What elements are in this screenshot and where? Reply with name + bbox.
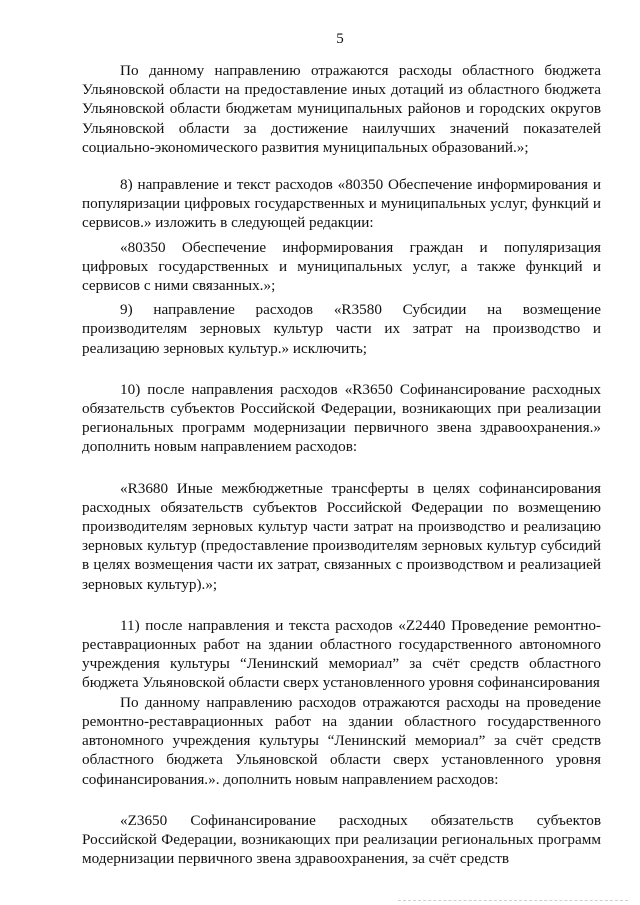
scan-edge-mark — [398, 900, 628, 903]
paragraph-80350-new-text: «80350 Обеспечение информирования граждан и популяризация цифровых государственных и муниципальных услуг, а также функций и сервисов с ними связанных.»; — [82, 238, 601, 295]
paragraph-z3650-text: «Z3650 Софинансирование расходных обязательств субъектов Российской Федерации, возникающих при реализации региональных программ модернизации первичного звена здравоохранения, за счёт средств — [82, 811, 601, 868]
paragraph-item-11: 11) после направления и текста расходов «Z2440 Проведение ремонтно-реставрационных работ на здании областного государственного автономного учреждения культуры “Ленинский мемориал” за счёт средств областного бюджета Ульяновской области сверх установленного уровня софинансирования — [82, 616, 601, 692]
paragraph-item-10: 10) после направления расходов «R3650 Софинансирование расходных обязательств субъектов Российской Федерации, возникающих при реализации региональных программ модернизации первичного звена здравоохранения.» дополнить новым направлением расходов: — [82, 380, 601, 456]
document-body — [82, 61, 601, 868]
paragraph-dotation-description: По данному направлению отражаются расходы областного бюджета Ульяновской области на предоставление иных дотаций из областного бюджета Ульяновской области бюджетам муниципальных районов и городских округов Ульяновской области за достижение наилучших значений показателей социально-экономического развития муниципальных образований.»; — [82, 62, 601, 156]
paragraph-z2440-description: По данному направлению расходов отражаются расходы на проведение ремонтно-реставрационных работ на здании областного государственного автономного учреждения культуры “Ленинский мемориал” за счёт средств областного бюджета Ульяновской области сверх установленного уровня софинансирования.». дополнить новым направлением расходов: — [82, 693, 601, 788]
page-number: 5 — [336, 31, 344, 47]
paragraph-item-8: 8) направление и текст расходов «80350 Обеспечение информирования и популяризации цифровых государственных и муниципальных услуг, функций и сервисов.» изложить в следующей редакции: — [82, 176, 601, 232]
paragraph-item-9: 9) направление расходов «R3580 Субсидии на возмещение производителям зерновых культур части их затрат на производство и реализацию зерновых культур.» исключить; — [82, 301, 601, 357]
paragraph-r3680-text: «R3680 Иные межбюджетные трансферты в целях софинансирования расходных обязательств субъектов Российской Федерации по возмещению производителям зерновых культур части затрат на производство и реализацию зерновых культур (предоставление производителям зерновых культур субсидий в целях возмещения части их затрат, связанных с производством и реализацией зерновых культур).»; — [82, 479, 601, 593]
